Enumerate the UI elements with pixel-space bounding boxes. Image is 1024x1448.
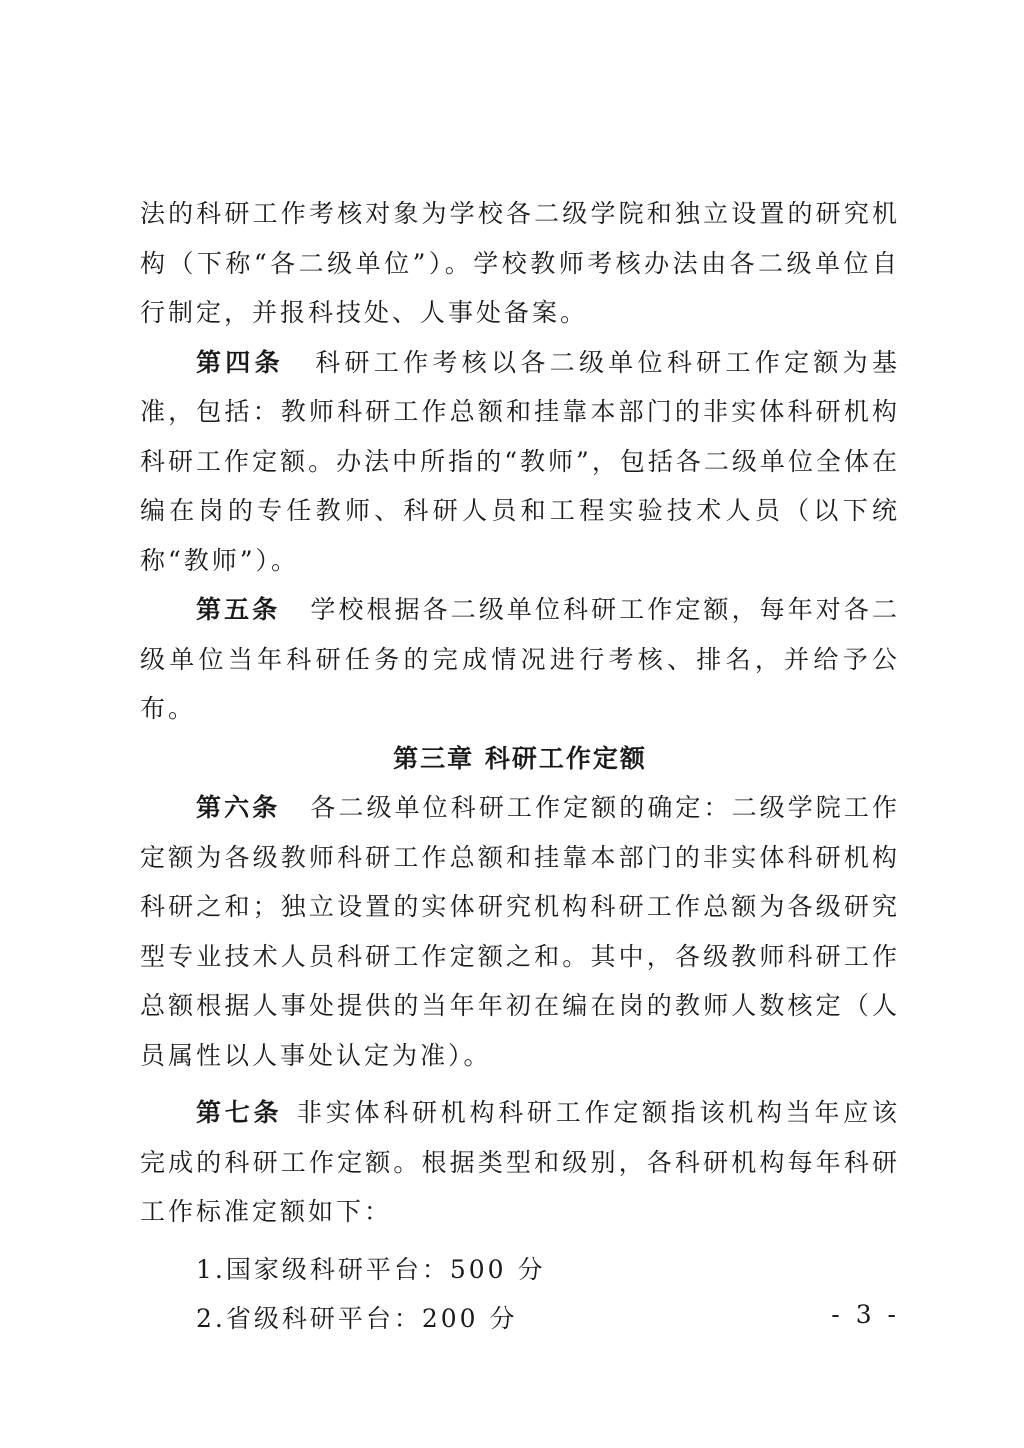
continuation-paragraph: 法的科研工作考核对象为学校各二级学院和独立设置的研究机构（下称“各二级单位”）。学校教师考核办法由各二级单位自行制定，并报科技处、人事处备案。 xyxy=(140,199,900,327)
article-5-text: 学校根据各二级单位科研工作定额，每年对各二级单位当年科研任务的完成情况进行考核、排名，并给予公布。 xyxy=(140,595,900,723)
article-6-label: 第六条 xyxy=(196,793,281,822)
article-6 xyxy=(140,783,900,1080)
article-7-label: 第七条 xyxy=(196,1098,283,1127)
article-4-label: 第四条 xyxy=(196,347,284,377)
article-6-text: 各二级单位科研工作定额的确定：二级学院工作定额为各级教师科研工作总额和挂靠本部门的非实体科研机构科研之和；独立设置的实体研究机构科研工作总额为各级研究型专业技术人员科研工作定额之和。其中，各级教师科研工作总额根据人事处提供的当年年初在编在岗的教师人数核定（人员属性以人事处认定为准）。 xyxy=(140,793,900,1070)
article-4 xyxy=(140,338,900,586)
article-5-label: 第五条 xyxy=(196,595,281,624)
article-7-text: 非实体科研机构科研工作定额指该机构当年应该完成的科研工作定额。根据类型和级别，各科研机构每年科研工作标准定额如下： xyxy=(140,1098,900,1226)
list-item-provincial-platform: 2.省级科研平台：200 分 xyxy=(196,1304,518,1333)
document-body xyxy=(140,189,900,1344)
article-7 xyxy=(140,1088,900,1237)
article-5 xyxy=(140,585,900,734)
page-number: - 3 - xyxy=(831,1300,900,1329)
list-item-national-platform: 1.国家级科研平台：500 分 xyxy=(196,1254,546,1284)
article-4-text: 科研工作考核以各二级单位科研工作定额为基准，包括：教师科研工作总额和挂靠本部门的非实体科研机构科研工作定额。办法中所指的“教师”，包括各二级单位全体在编在岗的专任教师、科研人员和工程实验技术人员（以下统称“教师”）。 xyxy=(140,347,900,575)
chapter-3-title: 第三章 科研工作定额 xyxy=(393,743,647,773)
